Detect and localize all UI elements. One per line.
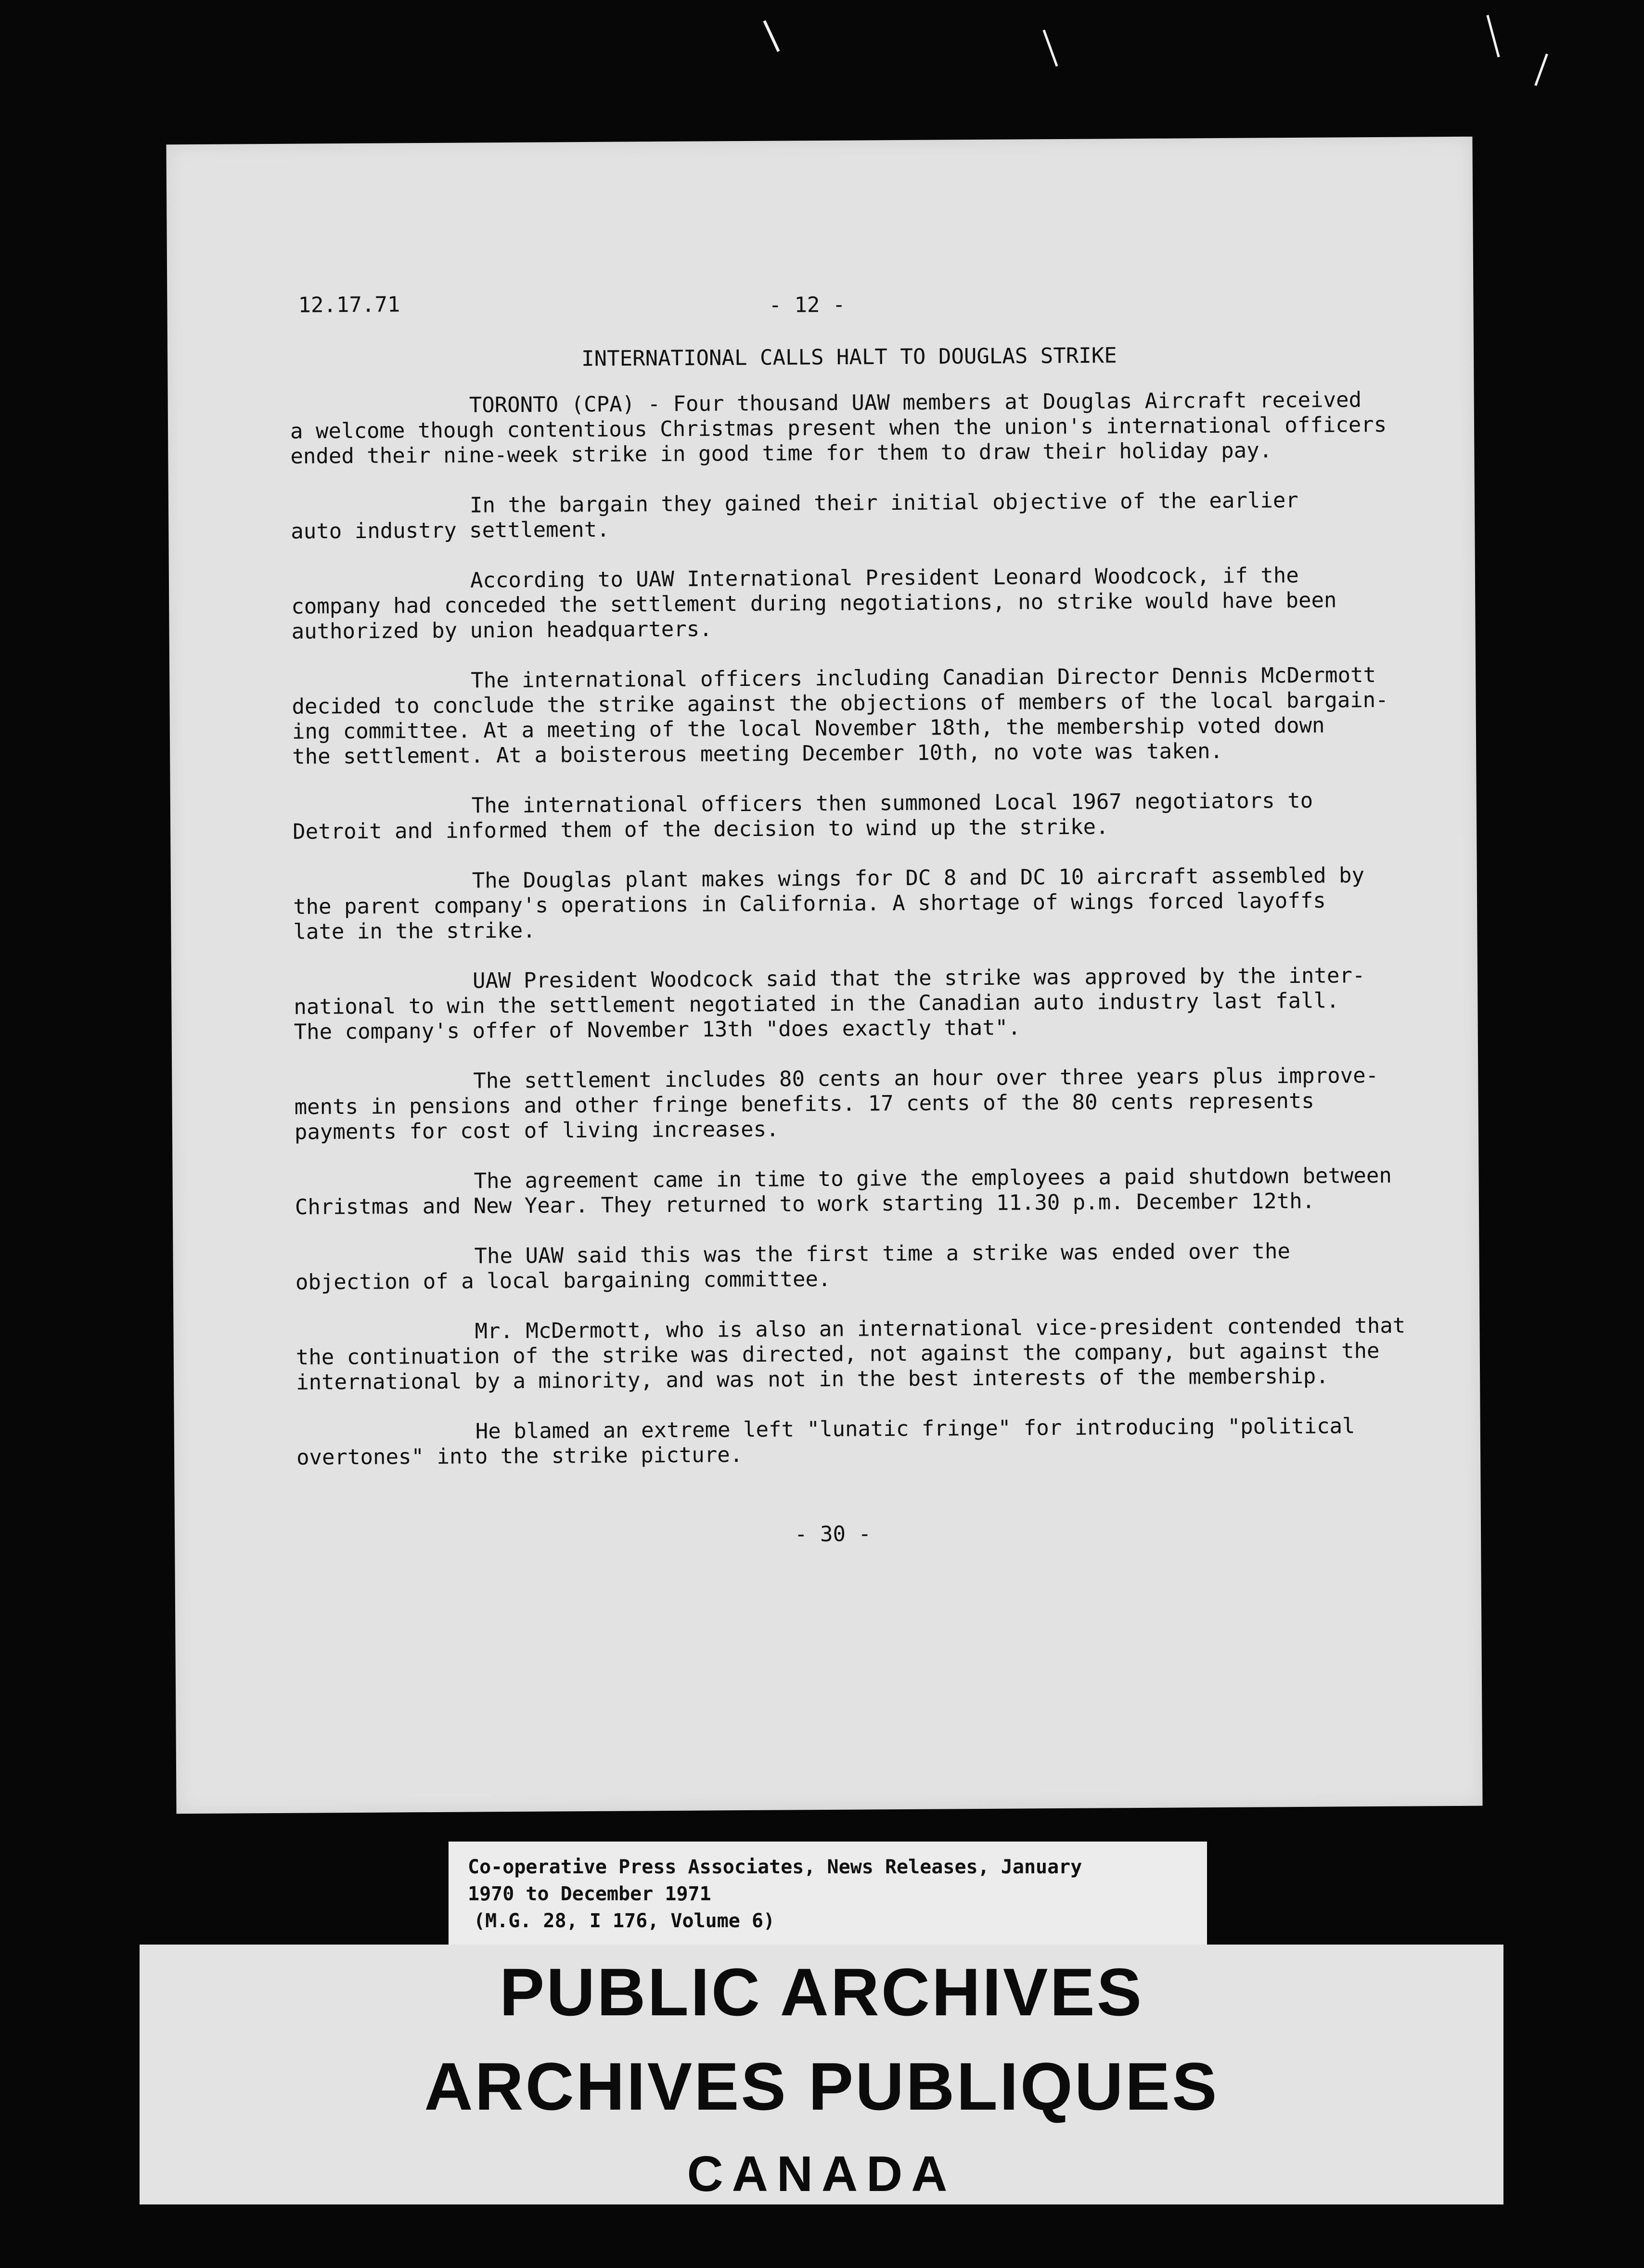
film-scratch [1042, 30, 1058, 67]
paragraph-line: late in the strike. [293, 918, 536, 944]
film-scratch [763, 20, 780, 52]
paragraph-line: ing committee. At a meeting of the local November 18th, the membership voted down [292, 713, 1325, 744]
banner-country: CANADA [687, 2146, 956, 2202]
film-scratch [1486, 15, 1500, 57]
paragraph-line: objection of a local bargaining committee. [295, 1266, 831, 1295]
paragraph-line: UAW President Woodcock said that the strike was approved by the inter- [472, 963, 1365, 993]
paragraph [295, 1163, 1416, 1220]
paragraph [295, 1313, 1417, 1395]
paragraph-line: overtones" into the strike picture. [296, 1443, 743, 1470]
paragraph-line: authorized by union headquarters. [291, 617, 712, 644]
paragraph-line: The international officers then summoned Local 1967 negotiators to [471, 788, 1313, 818]
archives-banner [140, 1945, 1503, 2204]
paragraph [293, 788, 1414, 845]
paragraph-line: company had conceded the settlement during negotiations, no strike would have been [291, 588, 1337, 619]
paragraph [295, 1238, 1417, 1295]
paragraph-line: national to win the settlement negotiated in the Canadian auto industry last fall. [294, 988, 1339, 1019]
paragraph [292, 663, 1413, 770]
paragraph-line: He blamed an extreme left "lunatic fringe" for introducing "political [475, 1414, 1355, 1444]
paragraph [291, 563, 1413, 644]
paragraph-line: a welcome though contentious Christmas present when the union's international officers [290, 412, 1387, 444]
citation-line: (M.G. 28, I 176, Volume 6) [474, 1910, 775, 1932]
paragraph [293, 863, 1415, 945]
paragraph-line: In the bargain they gained their initial objective of the earlier [469, 488, 1299, 518]
paragraph-line: The agreement came in time to give the employees a paid shutdown between [474, 1163, 1392, 1194]
citation-line: Co-operative Press Associates, News Releases, January [468, 1856, 1082, 1878]
paragraph [294, 1063, 1416, 1145]
paragraph-line: the parent company's operations in California. A shortage of wings forced layoffs [293, 888, 1326, 919]
end-marker: - 30 - [794, 1521, 872, 1547]
headline: INTERNATIONAL CALLS HALT TO DOUGLAS STRIKE [581, 343, 1117, 372]
paragraph-line: international by a minority, and was not in the best interests of the membership. [295, 1364, 1329, 1395]
paragraph [294, 963, 1415, 1045]
paragraph [290, 387, 1412, 469]
paragraph-line: decided to conclude the strike against the objections of members of the local bargain- [292, 687, 1388, 719]
paragraph-line: Detroit and informed them of the decision to wind up the strike. [293, 814, 1109, 844]
paragraph-line: payments for cost of living increases. [294, 1117, 779, 1145]
banner-title-fr: ARCHIVES PUBLIQUES [424, 2049, 1219, 2124]
banner-title-en: PUBLIC ARCHIVES [499, 1954, 1144, 2030]
paragraph-line: the continuation of the strike was directed, not against the company, but against the [295, 1338, 1380, 1370]
paragraph-line: The international officers including Canadian Director Dennis McDermott [471, 662, 1376, 693]
paragraph-line: ended their nine-week strike in good time for them to draw their holiday pay. [290, 438, 1272, 469]
paragraph-line: the settlement. At a boisterous meeting December 10th, no vote was taken. [292, 738, 1223, 769]
typed-page [166, 137, 1482, 1814]
date: 12.17.71 [298, 292, 400, 318]
paragraph-line: auto industry settlement. [291, 517, 610, 544]
film-scratch [1534, 53, 1548, 86]
paragraph-line: According to UAW International President Leonard Woodcock, if the [470, 563, 1299, 593]
paragraph-line: The UAW said this was the first time a strike was ended over the [474, 1239, 1291, 1269]
citation-line: 1970 to December 1971 [468, 1883, 711, 1905]
paragraph [291, 488, 1413, 544]
article-body [290, 387, 1418, 1495]
paragraph-line: ments in pensions and other fringe benefits. 17 cents of the 80 cents represents [294, 1088, 1314, 1120]
paragraph-line: Mr. McDermott, who is also an international vice-president contended that [475, 1313, 1406, 1344]
paragraph-line: Christmas and New Year. They returned to work starting 11.30 p.m. December 12th. [295, 1188, 1315, 1220]
citation-label [449, 1842, 1207, 1953]
paragraph-line: The Douglas plant makes wings for DC 8 and DC 10 aircraft assembled by [472, 863, 1365, 893]
page-number: - 12 - [769, 292, 846, 318]
paragraph-line: The company's offer of November 13th "does exactly that". [294, 1015, 1021, 1044]
paragraph-line: The settlement includes 80 cents an hour over three years plus improve- [473, 1063, 1379, 1094]
paragraph-line: TORONTO (CPA) - Four thousand UAW members at Douglas Aircraft received [469, 387, 1362, 418]
paragraph [296, 1413, 1418, 1470]
